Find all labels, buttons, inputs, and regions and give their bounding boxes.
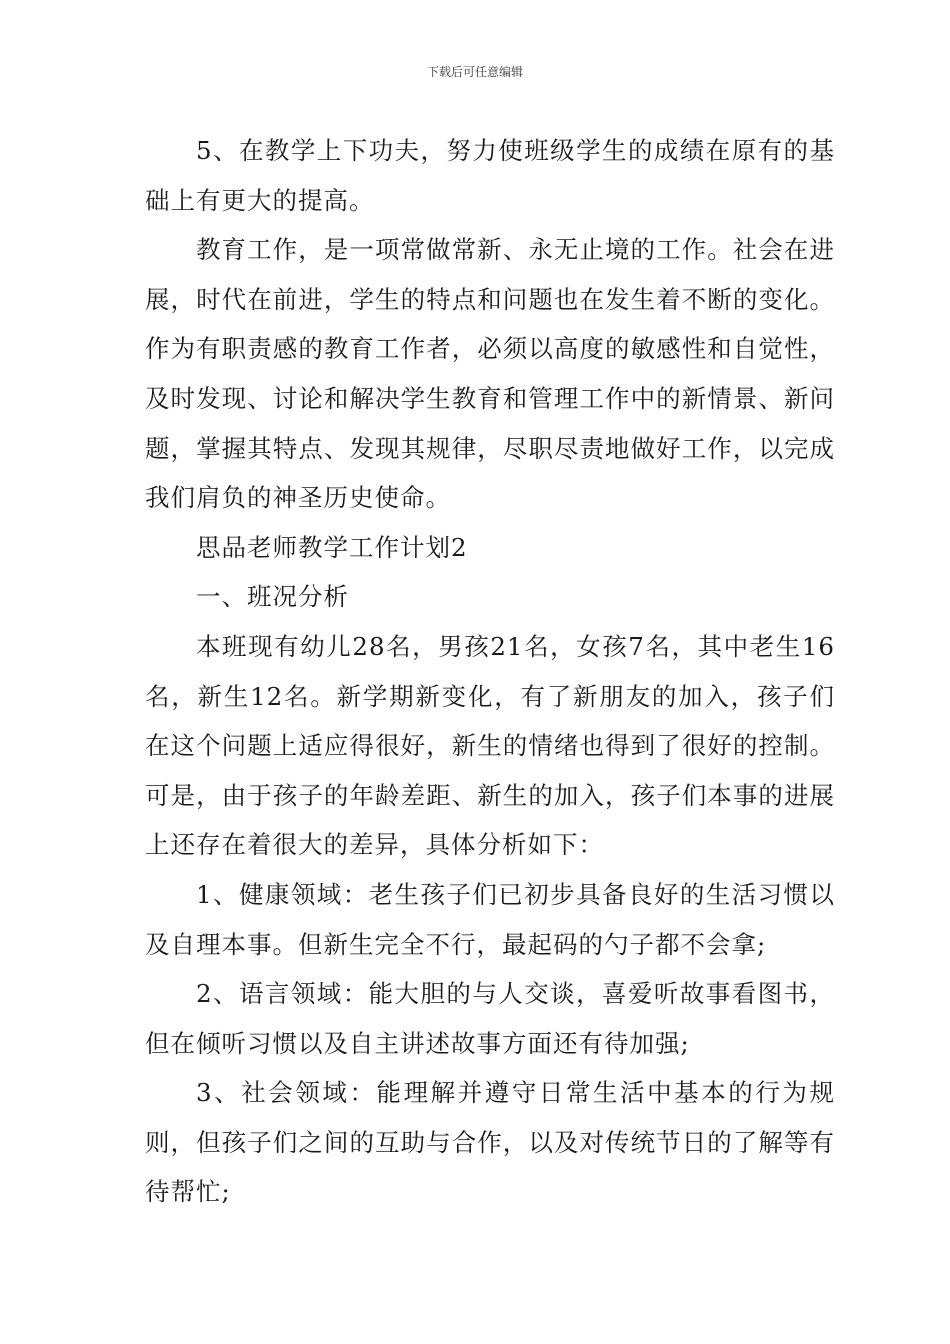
document-body xyxy=(145,126,835,1217)
page-header-note: 下载后可任意编辑 xyxy=(426,65,523,79)
section-heading-class-analysis: 一、班况分析 xyxy=(196,582,349,612)
paragraph-class-overview: 本班现有幼儿28名，男孩21名，女孩7名，其中老生16名，新生12名。新学期新变化，有了新朋友的加入，孩子们在这个问题上适应得很好，新生的情绪也得到了很好的控制。可是，由于孩子的年龄差距、新生的加入，孩子们本事的进展上还存在着很大的差异，具体分析如下： xyxy=(145,631,835,860)
paragraph-language-domain: 2、语言领域：能大胆的与人交谈，喜爱听故事看图书，但在倾听习惯以及自主讲述故事方面还有待加强; xyxy=(145,979,835,1058)
paragraph-social-domain: 3、社会领域：能理解并遵守日常生活中基本的行为规则，但孩子们之间的互助与合作，以及对传统节日的了解等有待帮忙; xyxy=(145,1078,835,1207)
section-title: 思品老师教学工作计划2 xyxy=(196,532,468,562)
paragraph-education-work: 教育工作，是一项常做常新、永无止境的工作。社会在进展，时代在前进，学生的特点和问题也在发生着不断的变化。作为有职责感的教育工作者，必须以高度的敏感性和自觉性，及时发现、讨论和解决学生教育和管理工作中的新情景、新问题，掌握其特点、发现其规律，尽职尽责地做好工作，以完成我们肩负的神圣历史使命。 xyxy=(145,235,835,513)
paragraph-goal-5: 5、在教学上下功夫，努力使班级学生的成绩在原有的基础上有更大的提高。 xyxy=(145,136,835,215)
paragraph-health-domain: 1、健康领域：老生孩子们已初步具备良好的生活习惯以及自理本事。但新生完全不行，最起码的勺子都不会拿; xyxy=(145,879,835,959)
